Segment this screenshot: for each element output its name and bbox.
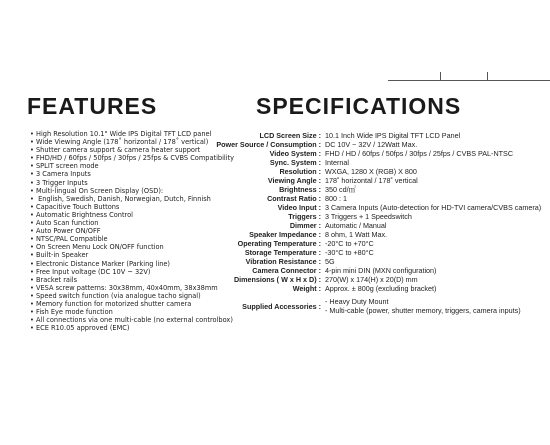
spec-value-text: FHD / HD / 60fps / 50fps / 30fps / 25fps / CVBS PAL-NTSC <box>325 149 514 158</box>
spec-value-text: 270(W) x 174(H) x 20(D) mm <box>325 275 418 284</box>
spec-label-text: Video System <box>269 149 317 158</box>
spec-label: Video Input : <box>277 203 321 212</box>
spec-row <box>216 221 541 230</box>
spec-label-text: Sync. System <box>269 158 317 167</box>
spec-row <box>216 140 541 149</box>
spec-value-text: - Heavy Duty Mount <box>325 297 389 306</box>
spec-label-text: Operating Temperature <box>237 239 317 248</box>
spec-value <box>325 176 541 185</box>
spec-value-text: 350 cd/㎡ <box>325 185 356 194</box>
specifications-table <box>216 131 541 315</box>
spec-label: Storage Temperature : <box>244 248 321 257</box>
spec-label: Operating Temperature : <box>237 239 321 248</box>
feature-item: • Capacitive Touch Buttons <box>30 203 234 211</box>
spec-value <box>325 293 541 315</box>
feature-item: • NTSC/PAL Compatible <box>30 235 234 243</box>
feature-item: • FHD/HD / 60fps / 50fps / 30fps / 25fps & CVBS Compatibility <box>30 154 234 162</box>
spec-row <box>216 203 541 212</box>
feature-item: • 3 Trigger Inputs <box>30 179 234 187</box>
spec-label: Brightness : <box>279 185 321 194</box>
feature-item: • On Screen Menu Lock ON/OFF function <box>30 243 234 251</box>
spec-label: Power Source / Consumption : <box>216 140 321 149</box>
spec-row <box>216 167 541 176</box>
spec-value-text: 800 : 1 <box>325 194 347 203</box>
rule-tick <box>487 72 488 81</box>
spec-label: Camera Connector : <box>252 266 321 275</box>
spec-value-text: DC 10V ~ 32V / 12Watt Max. <box>325 140 418 149</box>
spec-label-text: Dimensions ( W x H x D) <box>233 275 317 284</box>
feature-item: • High Resolution 10.1" Wide IPS Digital TFT LCD panel <box>30 130 234 138</box>
spec-value <box>325 203 541 212</box>
spec-label-text: Viewing Angle <box>267 176 317 185</box>
spec-row <box>216 194 541 203</box>
spec-label: Dimensions ( W x H x D) : <box>233 275 321 284</box>
spec-label: Speaker Impedance : <box>249 230 321 239</box>
feature-item: • Bracket rails <box>30 276 234 284</box>
spec-label: Dimmer : <box>289 221 321 230</box>
features-heading: FEATURES <box>27 93 158 119</box>
spec-label-text: Vibration Resistance <box>245 257 317 266</box>
spec-value-text: 178˚ horizontal / 178˚ vertical <box>325 176 418 185</box>
feature-item: • Fish Eye mode function <box>30 308 234 316</box>
spec-row <box>216 284 541 293</box>
spec-value-text: 10.1 Inch Wide IPS Digital TFT LCD Panel <box>325 131 461 140</box>
spec-label-text: Triggers <box>288 212 317 221</box>
feature-item: • Memory function for motorized shutter camera <box>30 300 234 308</box>
feature-item: • Speed switch function (via analogue tacho signal) <box>30 292 234 300</box>
spec-row <box>216 293 541 315</box>
spec-label-text: Camera Connector <box>252 266 317 275</box>
spec-row <box>216 185 541 194</box>
feature-item: • 3 Camera Inputs <box>30 170 234 178</box>
spec-value-text: 3 Triggers + 1 Speedswitch <box>325 212 412 221</box>
spec-row <box>216 257 541 266</box>
spec-row <box>216 275 541 284</box>
spec-label: Resolution : <box>279 167 321 176</box>
spec-label: Supplied Accessories : <box>242 302 321 311</box>
spec-label-text: Brightness <box>279 185 317 194</box>
spec-label: Video System : <box>269 149 321 158</box>
spec-value-text: 8 ohm, 1 Watt Max. <box>325 230 388 239</box>
spec-value-text: 3 Camera Inputs (Auto-detection for HD-TVI camera/CVBS camera) <box>325 203 542 212</box>
spec-row <box>216 176 541 185</box>
spec-value <box>325 131 541 140</box>
spec-value-text: WXGA, 1280 X (RGB) X 800 <box>325 167 417 176</box>
spec-label-text: Contrast Ratio <box>267 194 317 203</box>
spec-label-text: Supplied Accessories <box>242 302 317 311</box>
spec-row <box>216 266 541 275</box>
spec-value <box>325 248 541 257</box>
spec-row <box>216 131 541 140</box>
feature-item: • ECE R10.05 approved (EMC) <box>30 324 234 332</box>
spec-label-text: Speaker Impedance <box>249 230 317 239</box>
spec-value <box>325 275 541 284</box>
feature-item: • Auto Power ON/OFF <box>30 227 234 235</box>
feature-item: • SPLIT screen mode <box>30 162 234 170</box>
spec-value-text: 5G <box>325 257 335 266</box>
spec-label: Triggers : <box>288 212 321 221</box>
spec-label-text: Storage Temperature <box>244 248 317 257</box>
feature-item: • Shutter camera support & camera heater support <box>30 146 234 154</box>
spec-value <box>325 284 541 293</box>
spec-value <box>325 194 541 203</box>
spec-row <box>216 239 541 248</box>
spec-row <box>216 230 541 239</box>
spec-label: Contrast Ratio : <box>267 194 321 203</box>
feature-item: • Auto Scan function <box>30 219 234 227</box>
spec-label-text: Dimmer <box>289 221 317 230</box>
spec-value <box>325 257 541 266</box>
spec-label: Sync. System : <box>269 158 321 167</box>
feature-item: • Free Input voltage (DC 10V ~ 32V) <box>30 268 234 276</box>
feature-item: • All connections via one multi-cable (no external controlbox) <box>30 316 234 324</box>
spec-value-text: Automatic / Manual <box>325 221 387 230</box>
spec-value-text: - Multi-cable (power, shutter memory, triggers, camera inputs) <box>325 306 521 315</box>
spec-label: Weight : <box>292 284 321 293</box>
spec-value <box>325 140 541 149</box>
spec-value-text: Approx. ± 800g (excluding bracket) <box>325 284 437 293</box>
feature-item: • VESA screw patterns: 30x38mm, 40x40mm, 38x38mm <box>30 284 234 292</box>
spec-value-text: -30°C to +80°C <box>325 248 374 257</box>
spec-value <box>325 149 541 158</box>
feature-item: • Electronic Distance Marker (Parking line) <box>30 260 234 268</box>
spec-label: LCD Screen Size : <box>259 131 321 140</box>
spec-value <box>325 167 541 176</box>
rule-tick <box>440 72 441 81</box>
spec-value-text: Internal <box>325 158 349 167</box>
spec-value <box>325 221 541 230</box>
top-rule <box>388 80 550 81</box>
spec-row <box>216 248 541 257</box>
spec-row <box>216 212 541 221</box>
feature-item: • Automatic Brightness Control <box>30 211 234 219</box>
spec-label-text: Resolution <box>279 167 317 176</box>
spec-value <box>325 158 541 167</box>
spec-label: Viewing Angle : <box>267 176 321 185</box>
features-list <box>30 130 234 332</box>
spec-value <box>325 266 541 275</box>
spec-label-text: LCD Screen Size <box>259 131 317 140</box>
spec-value-text: 4-pin mini DIN (MXN configuration) <box>325 266 437 275</box>
spec-value <box>325 185 541 194</box>
spec-value <box>325 239 541 248</box>
feature-item: • Built-in Speaker <box>30 251 234 259</box>
spec-label-text: Weight <box>292 284 317 293</box>
spec-label: Vibration Resistance : <box>245 257 321 266</box>
feature-item: • Multi-lingual On Screen Display (OSD): <box>30 187 234 195</box>
spec-value-text: -20°C to +70°C <box>325 239 374 248</box>
spec-label-text: Power Source / Consumption <box>216 140 317 149</box>
feature-item: • English, Swedish, Danish, Norwegian, Dutch, Finnish <box>30 195 234 203</box>
spec-row <box>216 149 541 158</box>
spec-row <box>216 158 541 167</box>
spec-value <box>325 212 541 221</box>
specifications-heading: SPECIFICATIONS <box>256 93 462 119</box>
spec-value <box>325 230 541 239</box>
spec-label-text: Video Input <box>277 203 317 212</box>
feature-item: • Wide Viewing Angle (178˚ horizontal / 178˚ vertical) <box>30 138 234 146</box>
